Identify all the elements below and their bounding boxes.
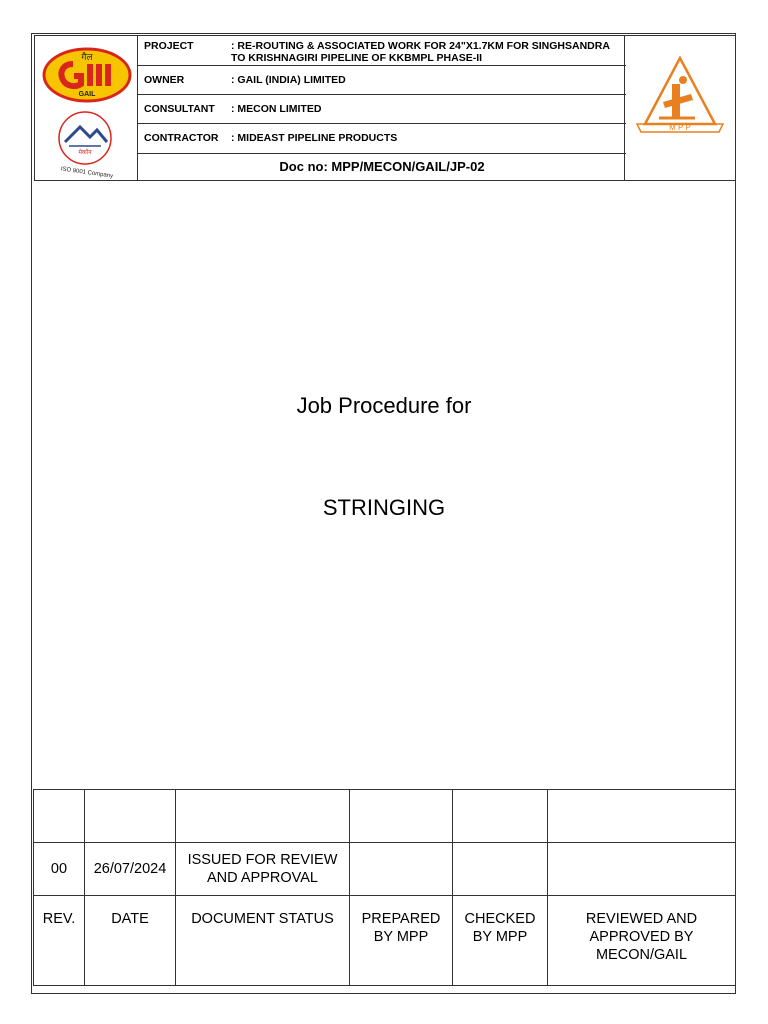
table-cell: [176, 790, 350, 843]
doc-number: Doc no: MPP/MECON/GAIL/JP-02: [279, 159, 485, 174]
col-header-reviewed: REVIEWED AND APPROVED BY MECON/GAIL: [548, 896, 736, 986]
consultant-value: : MECON LIMITED: [231, 103, 322, 115]
table-cell: [453, 843, 548, 896]
col-header-date: DATE: [85, 896, 176, 986]
project-row: [138, 36, 626, 66]
revision-table: [33, 789, 736, 986]
title-line-2: STRINGING: [322, 495, 446, 520]
table-cell: [548, 790, 736, 843]
gail-logo: [35, 42, 138, 114]
contractor-row: [138, 124, 626, 154]
left-logos: [35, 36, 138, 180]
table-cell: [453, 790, 548, 843]
table-cell: [85, 790, 176, 843]
col-header-rev: REV.: [34, 896, 85, 986]
mecon-logo-hindi-text: मेकॉन: [78, 149, 92, 156]
rev-date-cell: 26/07/2024: [85, 843, 176, 896]
mecon-logo: [35, 110, 138, 182]
rev-number-cell: 00: [34, 843, 85, 896]
rev-status-cell: ISSUED FOR REVIEW AND APPROVAL: [176, 843, 350, 896]
consultant-row: [138, 95, 626, 124]
title-line-1: Job Procedure for: [296, 393, 472, 418]
table-cell: [34, 790, 85, 843]
gail-logo-hindi-text: गैल: [81, 53, 93, 63]
mecon-logo-iso-text: ISO 9001 Company: [60, 166, 114, 180]
table-header-row: [34, 896, 736, 986]
table-row: [34, 843, 736, 896]
col-header-document-status: DOCUMENT STATUS: [176, 896, 350, 986]
mpp-logo-text: M P P: [669, 123, 691, 132]
table-cell: [350, 843, 453, 896]
mpp-logo: [625, 36, 736, 180]
project-label: PROJECT: [144, 40, 194, 52]
col-header-prepared: PREPARED BY MPP: [350, 896, 453, 986]
contractor-value: : MIDEAST PIPELINE PRODUCTS: [231, 132, 398, 144]
document-header: [34, 35, 736, 181]
owner-row: [138, 66, 626, 95]
owner-value: : GAIL (INDIA) LIMITED: [231, 74, 346, 86]
table-row: [34, 790, 736, 843]
right-logo: [624, 36, 735, 180]
header-info: [138, 36, 626, 180]
table-cell: [548, 843, 736, 896]
col-header-checked: CHECKED BY MPP: [453, 896, 548, 986]
table-cell: [350, 790, 453, 843]
gail-logo-text: GAIL: [78, 91, 96, 98]
owner-label: OWNER: [144, 74, 185, 86]
project-value: : RE-ROUTING & ASSOCIATED WORK FOR 24"X1.7KM FOR SINGHSANDRA TO KRISHNAGIRI PIPELINE OF KKBMPL PHASE-II: [231, 40, 610, 64]
consultant-label: CONSULTANT: [144, 103, 215, 115]
contractor-label: CONTRACTOR: [144, 132, 219, 144]
